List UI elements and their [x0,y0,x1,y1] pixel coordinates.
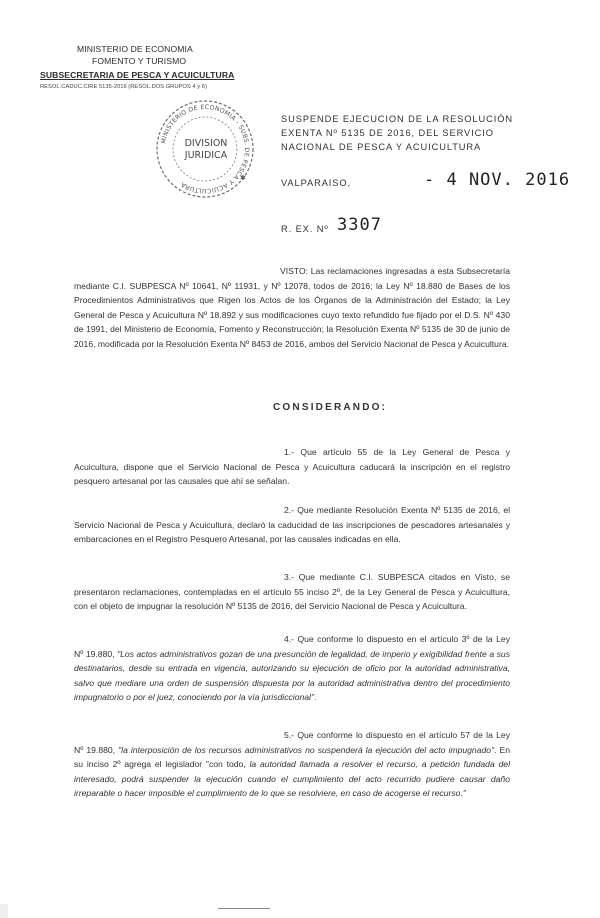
clause-4 [74,632,510,705]
visto-text: Las reclamaciones ingresadas a esta Subsecretaría mediante C.I. SUBPESCA Nº 10641, Nº 11931, y Nº 12078, todos de 2016; la Ley Nº 18.880 de Bases de los Procedimientos Administrativos que Rigen los Actos de los Órganos de la Administración del Estado; la Ley General de Pesca y Acuicultura Nº 18.892 y sus modificaciones cuyo texto refundido fue fijado por el D.S. Nº 430 de 1991, del Ministerio de Economía, Fomento y Reconstrucción; la Resolución Exenta Nº 5135 de 30 de junio de 2016, modificada por la Resolución Exenta Nº 8453 de 2016, ambos del Servicio Nacional de Pesca y Acuicultura. [74,266,511,349]
title-line-1: SUSPENDE EJECUCION DE LA RESOLUCIÓN [281,114,513,124]
clause-2-num: 2.- [284,505,295,515]
clause-3 [74,570,510,614]
clause-1-text: Que artículo 55 de la Ley General de Pesca y Acuicultura, dispone que el Servicio Nacional de Pesca y Acuicultura caducará la inscripción en el registro pesquero artesanal por las causales que ahí se señalan. [74,447,510,487]
date-stamp: - 4 NOV. 2016 [424,170,571,190]
clause-3-num: 3.- [284,572,295,582]
footer-mark [218,908,270,909]
clause-5-mid: . En su inciso 2º agrega el legislador "con todo, [74,744,511,770]
seal-star-icon: ✱ [240,174,246,182]
clause-4-lead: Que conforme lo dispuesto en el artículo 3º de la Ley Nº 19.880, [74,634,510,659]
ministry-subtitle: FOMENTO Y TURISMO [92,56,187,66]
clause-5 [74,728,510,801]
rex-label: R. EX. Nº [281,224,329,234]
reference-code: RESOL.CADUC.CIRE 5135-2016 (RESOL.DOS GRUPOS 4 y 6) [40,84,207,90]
clause-1-num: 1.- [284,447,295,457]
seal-division: DIVISION [184,138,228,149]
visto-paragraph [74,264,510,352]
clause-5-lead: Que conforme lo dispuesto en el artículo 57 de la Ley Nº 19.880, [74,730,511,755]
clause-5-num: 5.- [284,730,295,740]
clause-5-quote-2: la autoridad llamada a resolver el recurso, a petición fundada del interesado, podrá suspender la ejecución cuando el cumplimiento del acto recurrido pudiere causar daño irreparable o hacer imposible el cumplimiento de lo que se resolviere, en caso de acogerse el recurso." [74,759,510,799]
clause-4-tail: . [314,692,317,703]
subsecretaria-name: SUBSECRETARIA DE PESCA Y ACUICULTURA [40,70,235,80]
clause-4-num: 4.- [284,634,295,644]
ministry-name: MINISTERIO DE ECONOMIA [77,44,193,54]
resolution-title [281,112,561,154]
clause-5-quote-1: "la interposición de los recursos administrativos no suspenderá la ejecución del acto impugnado" [118,744,495,755]
title-line-2: EXENTA Nº 5135 DE 2016, DEL SERVICIO [281,128,494,138]
division-juridica-seal [150,94,260,204]
clause-3-text: Que mediante C.I. SUBPESCA citados en Visto, se presentaron reclamaciones, contempladas en el artículo 55 inciso 2º, de la Ley General de Pesca y Acuicultura, con el objeto de impugnar la resolución Nº 5135 de 2016, del Servicio Nacional de Pesca y Acuicultura. [74,572,510,612]
visto-label: VISTO: [280,266,309,276]
page-edge-mark [0,904,8,918]
place-label: VALPARAISO, [281,178,352,188]
title-line-3: NACIONAL DE PESCA Y ACUICULTURA [281,142,482,152]
seal-juridica: JURIDICA [184,150,228,161]
seal-ring-textpath: MINISTERIO DE ECONOMIA - SUBS. DE PESCA Y ACUICULTURA [160,103,251,195]
clause-2 [74,503,510,547]
clause-1 [74,445,510,489]
clause-4-quote: "Los actos administrativos gozan de una presunción de legalidad, de imperio y exigibilidad frente a sus destinatarios, desde su entrada en vigencia, autorizando su ejecución de oficio por la autoridad administrativa, salvo que mediare una orden de suspensión dispuesta por la autoridad administrativa dentro del procedimiento impugnatorio o por el juez, conociendo por la vía jurisdiccional" [74,648,511,703]
considerando-heading: CONSIDERANDO: [273,402,388,413]
clause-2-text: Que mediante Resolución Exenta Nº 5135 de 2016, el Servicio Nacional de Pesca y Acuicultura, declaró la caducidad de las inscripciones de pescadores artesanales y embarcaciones en el Registro Pesquero Artesanal, por las causales indicadas en ella. [74,505,511,545]
rex-number: 3307 [337,215,382,235]
